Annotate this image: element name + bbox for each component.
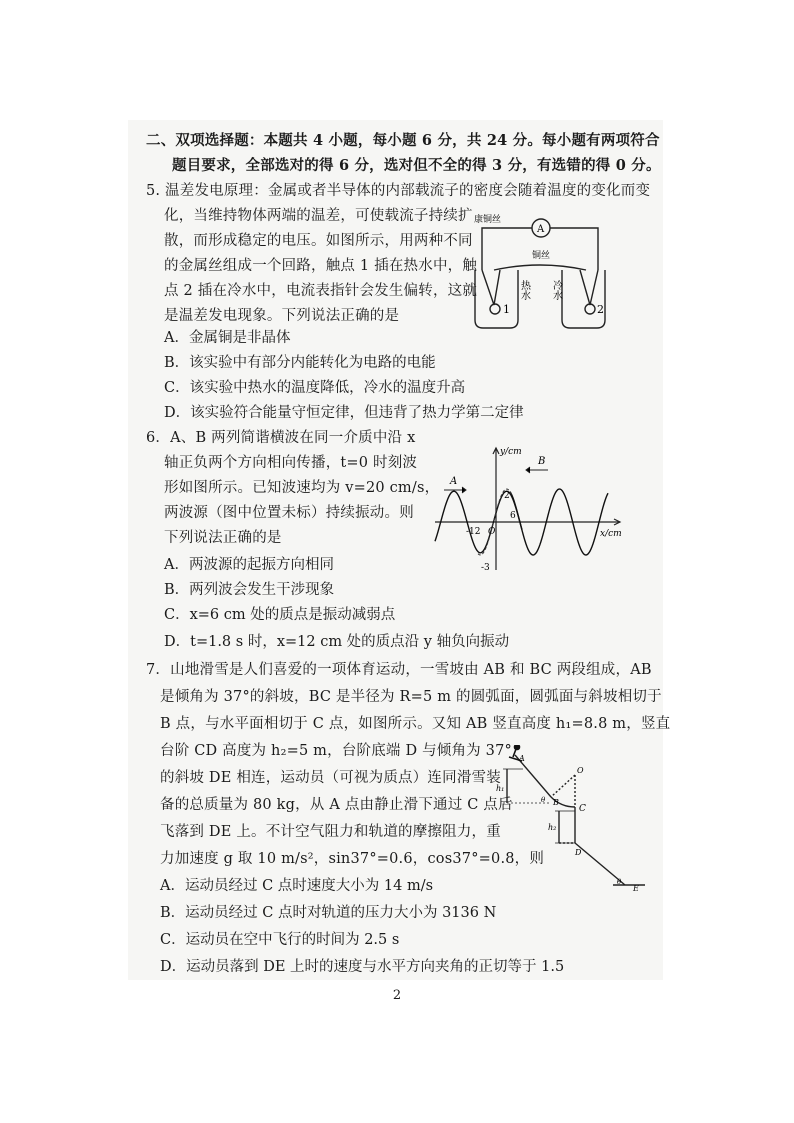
q7-line-5: 的斜坡 DE 相连，运动员（可视为质点）连同滑雪装 [160, 770, 501, 786]
section-heading-line2: 题目要求，全部选对的得 6 分，选对但不全的得 3 分，有选错的得 0 分。 [172, 157, 661, 174]
q7-ski-slope-figure [495, 745, 655, 895]
q5-point-2: 2 [597, 303, 604, 316]
q5-meter-label: A [537, 224, 545, 235]
q7-line-8: 力加速度 g 取 10 m/s²，sin37°=0.6，cos37°=0.8，则 [160, 851, 545, 867]
q7-option-a: A．运动员经过 C 点时速度大小为 14 m/s [160, 878, 434, 894]
q6-line-4: 两波源（图中位置未标）持续振动。则 [164, 505, 414, 521]
q6-option-c: C．x=6 cm 处的质点是振动减弱点 [164, 607, 396, 623]
q6-option-a: A．两波源的起振方向相同 [164, 557, 334, 573]
q5-option-a: A．金属铜是非晶体 [164, 330, 291, 346]
q7-line-2: 是倾角为 37°的斜坡，BC 是半径为 R=5 m 的圆弧面，圆弧面与斜坡相切于 [160, 689, 662, 705]
q6-line-5: 下列说法正确的是 [164, 530, 282, 546]
q5-label-constantan: 康铜丝 [474, 215, 502, 225]
q7-line-3: B 点，与水平面相切于 C 点，如图所示。又知 AB 竖直高度 h₁=8.8 m，竖直 [160, 716, 671, 732]
q5-line-3: 散，而形成稳定的电压。如图所示，用两种不同 [164, 233, 473, 249]
q5-thermocouple-figure [470, 210, 620, 335]
q6-line-1: 6．A、B 两列简谐横波在同一介质中沿 x [146, 430, 416, 446]
q5-option-d: D．该实验符合能量守恒定律，但违背了热力学第二定律 [164, 405, 524, 421]
q5-hot-water-label: 热水 [518, 280, 530, 300]
q6-option-d: D．t=1.8 s 时，x=12 cm 处的质点沿 y 轴负向振动 [164, 634, 510, 650]
q6-tick-y2: 2 [504, 491, 510, 501]
q6-line-3: 形如图所示。已知波速均为 v=20 cm/s， [164, 480, 440, 496]
q7-point-c: C [579, 804, 586, 814]
q6-tick-xm12: -12 [466, 527, 481, 537]
q6-x-axis-label: x/cm [600, 529, 622, 539]
q7-angle-2: θ [617, 878, 622, 886]
q6-label-b: B [538, 456, 546, 467]
q5-option-b: B．该实验中有部分内能转化为电路的电能 [164, 355, 436, 371]
q7-angle-1: θ [541, 796, 546, 804]
q5-line-4: 的金属丝组成一个回路，触点 1 插在热水中，触 [164, 258, 478, 274]
q7-point-b: B [553, 798, 559, 807]
q7-option-d: D．运动员落到 DE 上时的速度与水平方向夹角的正切等于 1.5 [160, 959, 565, 975]
q5-line-1: 5. 温差发电原理：金属或者半导体的内部载流子的密度会随着温度的变化而变 [146, 183, 651, 199]
q5-line-2: 化，当维持物体两端的温差，可使载流子持续扩 [164, 208, 473, 224]
q5-option-c: C．该实验中热水的温度降低，冷水的温度升高 [164, 380, 466, 396]
q5-line-5: 点 2 插在冷水中，电流表指针会发生偏转，这就 [164, 283, 478, 299]
q6-origin: O [488, 527, 496, 537]
q5-line-6: 是温差发电现象。下列说法正确的是 [164, 308, 400, 324]
q7-point-e: E [633, 884, 639, 893]
q7-line-6: 备的总质量为 80 kg，从 A 点由静止滑下通过 C 点后 [160, 797, 513, 813]
q7-label-h1: h₁ [496, 784, 505, 793]
q6-y-axis-label: y/cm [500, 447, 522, 457]
q5-point-1: 1 [503, 303, 510, 316]
q6-label-a: A [450, 476, 458, 487]
q7-option-c: C．运动员在空中飞行的时间为 2.5 s [160, 932, 400, 948]
q6-option-b: B．两列波会发生干涉现象 [164, 582, 335, 598]
q7-line-1: 7．山地滑雪是人们喜爱的一项体育运动，一雪坡由 AB 和 BC 两段组成，AB [146, 662, 652, 678]
page-number: 2 [392, 988, 402, 1003]
q7-line-7: 飞落到 DE 上。不计空气阻力和轨道的摩擦阻力，重 [160, 824, 501, 840]
q6-line-2: 轴正负两个方向相向传播，t=0 时刻波 [164, 455, 418, 471]
q7-line-4: 台阶 CD 高度为 h₂=5 m，台阶底端 D 与倾角为 37° [160, 743, 512, 759]
q7-point-o: O [577, 766, 584, 775]
q7-point-a: A [519, 754, 525, 763]
q6-tick-x6: 6 [510, 511, 516, 521]
q5-cold-water-label: 冷水 [550, 280, 562, 300]
q6-tick-ym3: -3 [481, 563, 490, 573]
q7-point-d: D [575, 848, 582, 857]
section-heading-line1: 二、双项选择题：本题共 4 小题，每小题 6 分，共 24 分。每小题有两项符合 [146, 132, 660, 149]
q7-option-b: B．运动员经过 C 点时对轨道的压力大小为 3136 N [160, 905, 497, 921]
q7-label-h2: h₂ [548, 823, 557, 832]
q5-label-copper: 铜丝 [532, 251, 551, 261]
q6-wave-figure [430, 440, 630, 575]
